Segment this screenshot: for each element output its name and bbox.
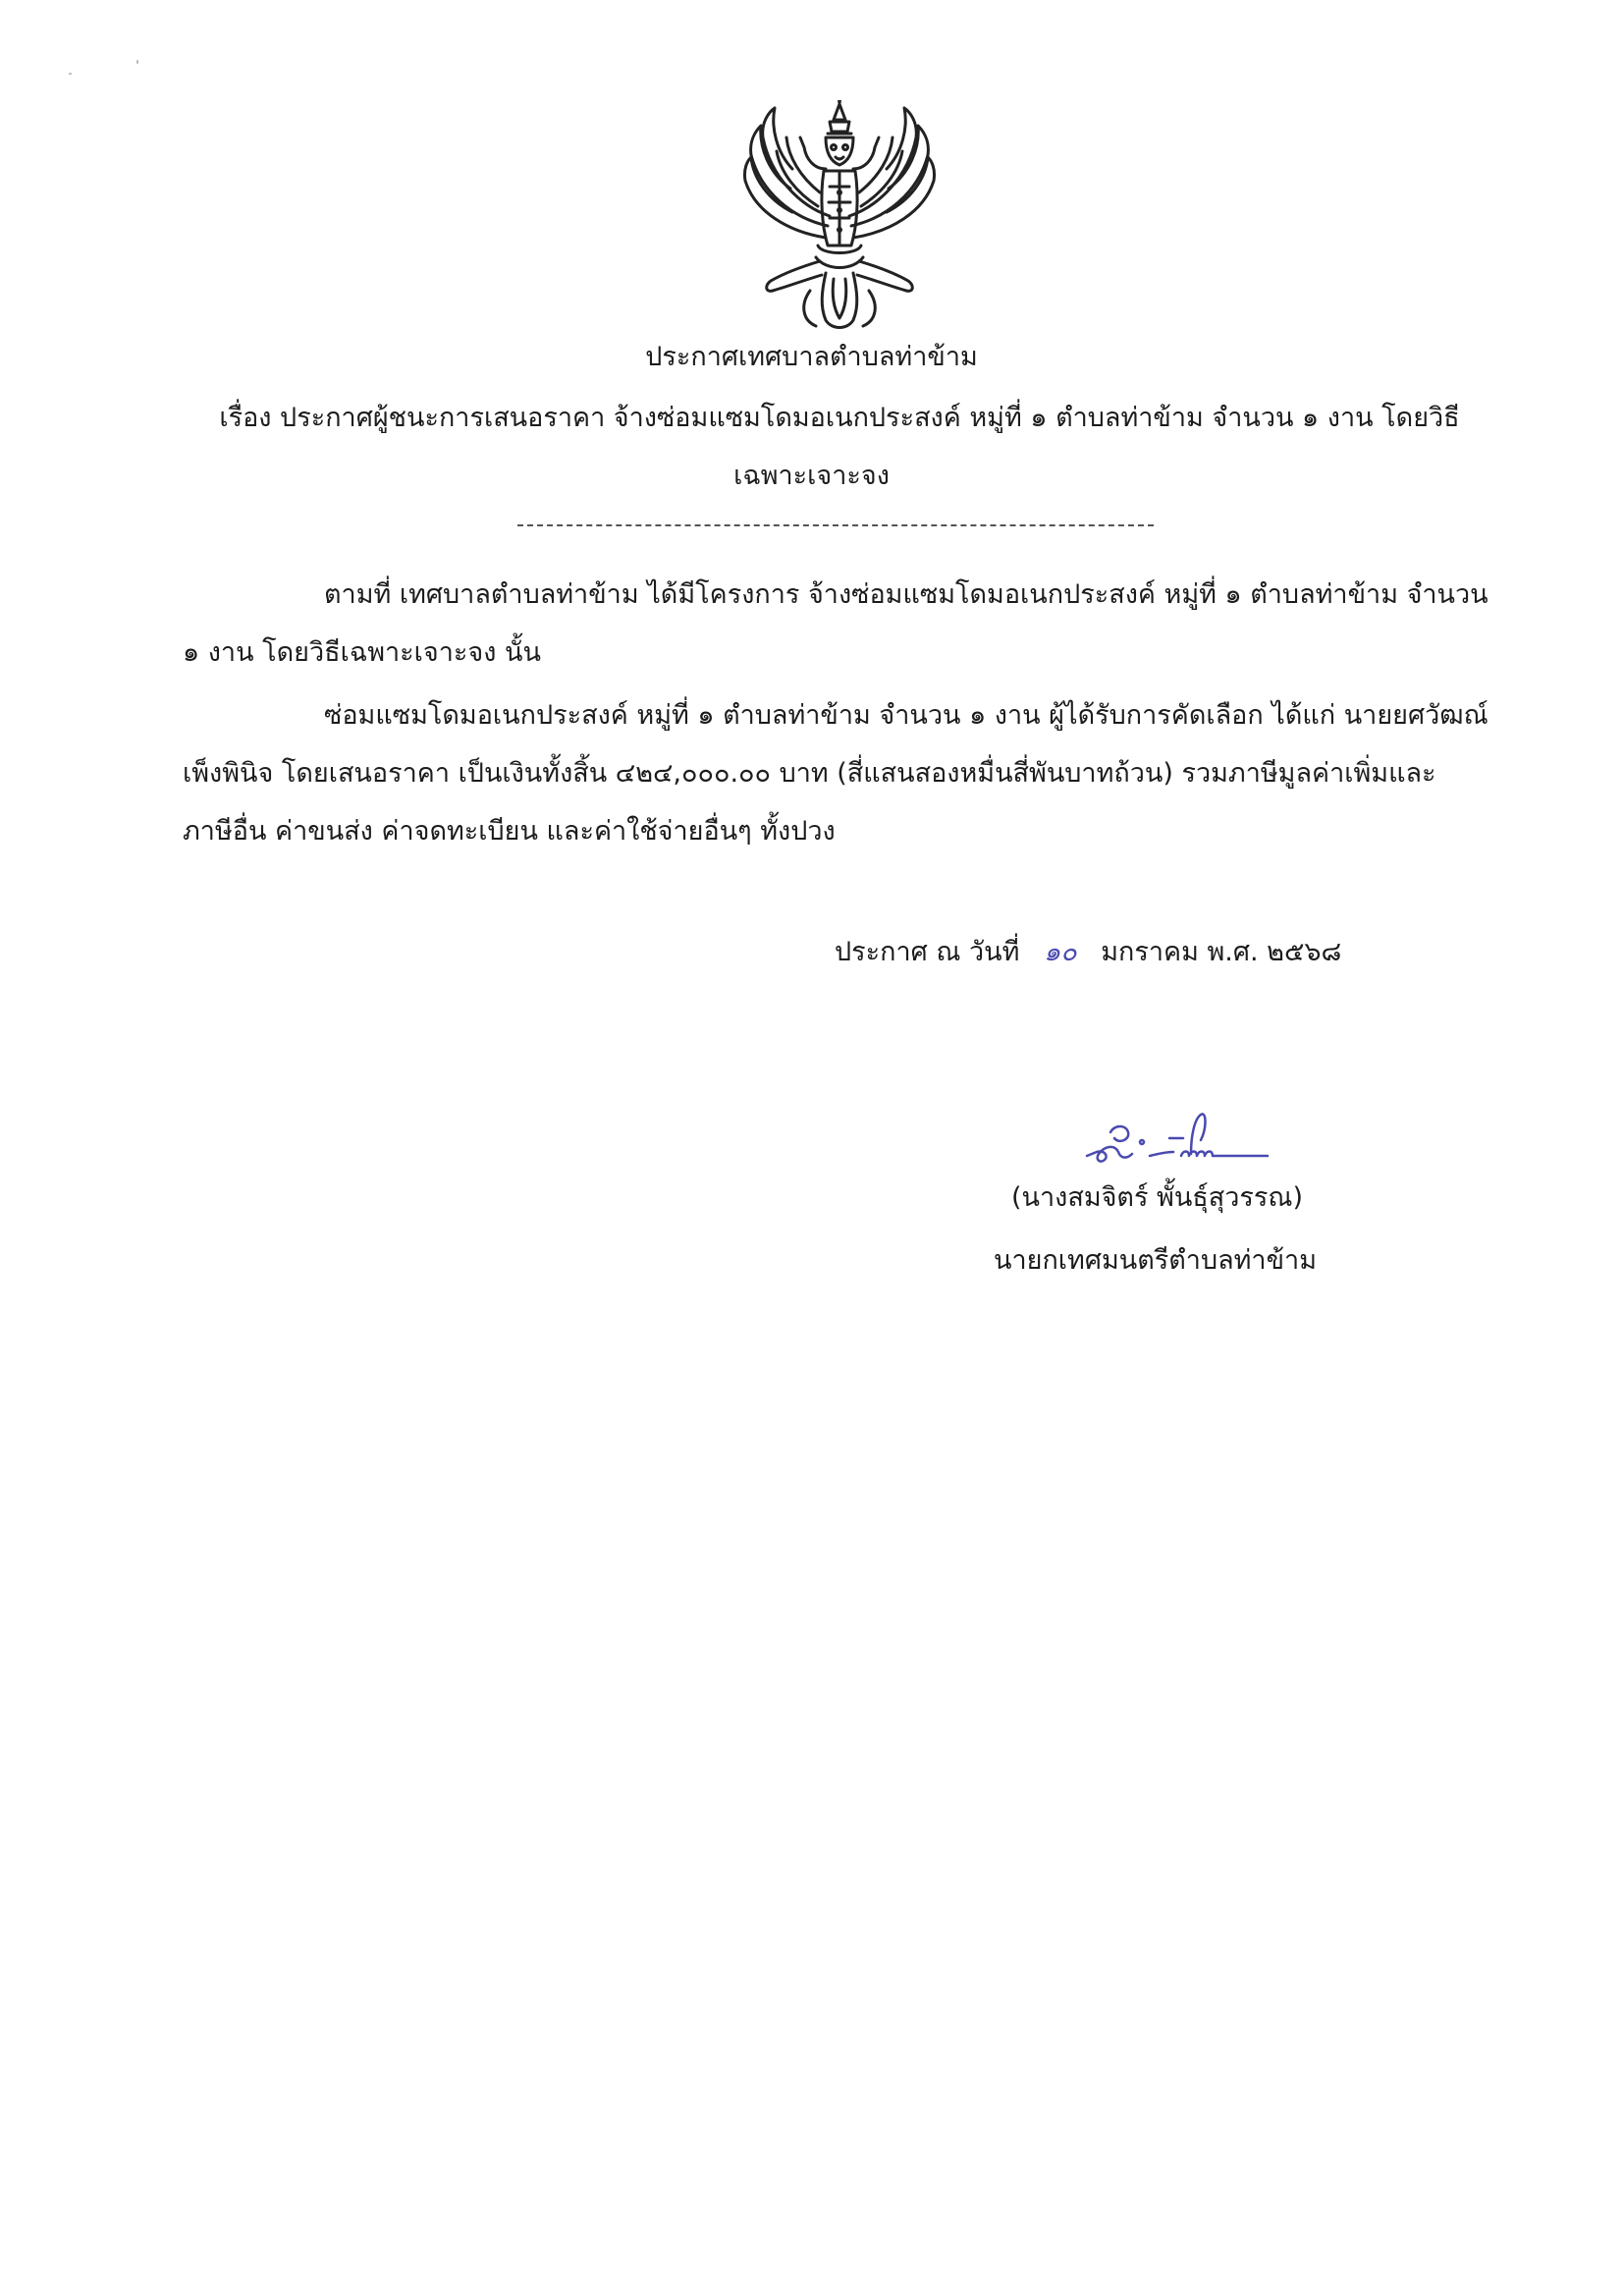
- paragraph-2-line-1: ซ่อมแซมโดมอเนกประสงค์ หมู่ที่ ๑ ตำบลท่าข้าม จำนวน ๑ งาน ผู้ได้รับการคัดเลือก ได้แก่ นายยศวัฒณ์: [324, 700, 1488, 731]
- announcement-date: [835, 933, 1341, 972]
- subject-line-2: เฉพาะเจาะจง: [733, 461, 890, 491]
- paragraph-1-line-2: ๑ งาน โดยวิธีเฉพาะเจาะจง นั้น: [183, 637, 541, 668]
- paragraph-2-line-2: เพ็งพินิจ โดยเสนอราคา เป็นเงินทั้งสิ้น ๔๒๔,๐๐๐.๐๐ บาท (สี่แสนสองหมื่นสี่พันบาทถ้วน) รวมภาษีมูลค่าเพิ่มและ: [183, 758, 1436, 789]
- date-day-handwritten: ๑๐: [1044, 937, 1077, 967]
- signature-icon: [1075, 1095, 1281, 1174]
- signatory-position: นายกเทศมนตรีตำบลท่าข้าม: [994, 1245, 1317, 1276]
- separator-line: [517, 524, 1154, 526]
- date-month-year: มกราคม พ.ศ. ๒๕๖๘: [1101, 937, 1342, 967]
- scan-speck: [69, 73, 72, 75]
- scan-speck: [136, 60, 138, 64]
- signatory-name: (นางสมจิตร์ พั้นธุ์สุวรรณ): [1011, 1182, 1304, 1213]
- office-title: ประกาศเทศบาลตำบลท่าข้าม: [645, 342, 978, 372]
- garuda-emblem-icon: [731, 98, 947, 339]
- date-prefix: ประกาศ ณ วันที่: [835, 937, 1020, 967]
- paragraph-1-line-1: ตามที่ เทศบาลตำบลท่าข้าม ได้มีโครงการ จ้างซ่อมแซมโดมอเนกประสงค์ หมู่ที่ ๑ ตำบลท่าข้าม จำนวน: [324, 579, 1488, 610]
- subject-line-1: เรื่อง ประกาศผู้ชนะการเสนอราคา จ้างซ่อมแซมโดมอเนกประสงค์ หมู่ที่ ๑ ตำบลท่าข้าม จำนวน ๑ งาน โดยวิธี: [219, 403, 1460, 433]
- paragraph-2-line-3: ภาษีอื่น ค่าขนส่ง ค่าจดทะเบียน และค่าใช้จ่ายอื่นๆ ทั้งปวง: [183, 816, 836, 847]
